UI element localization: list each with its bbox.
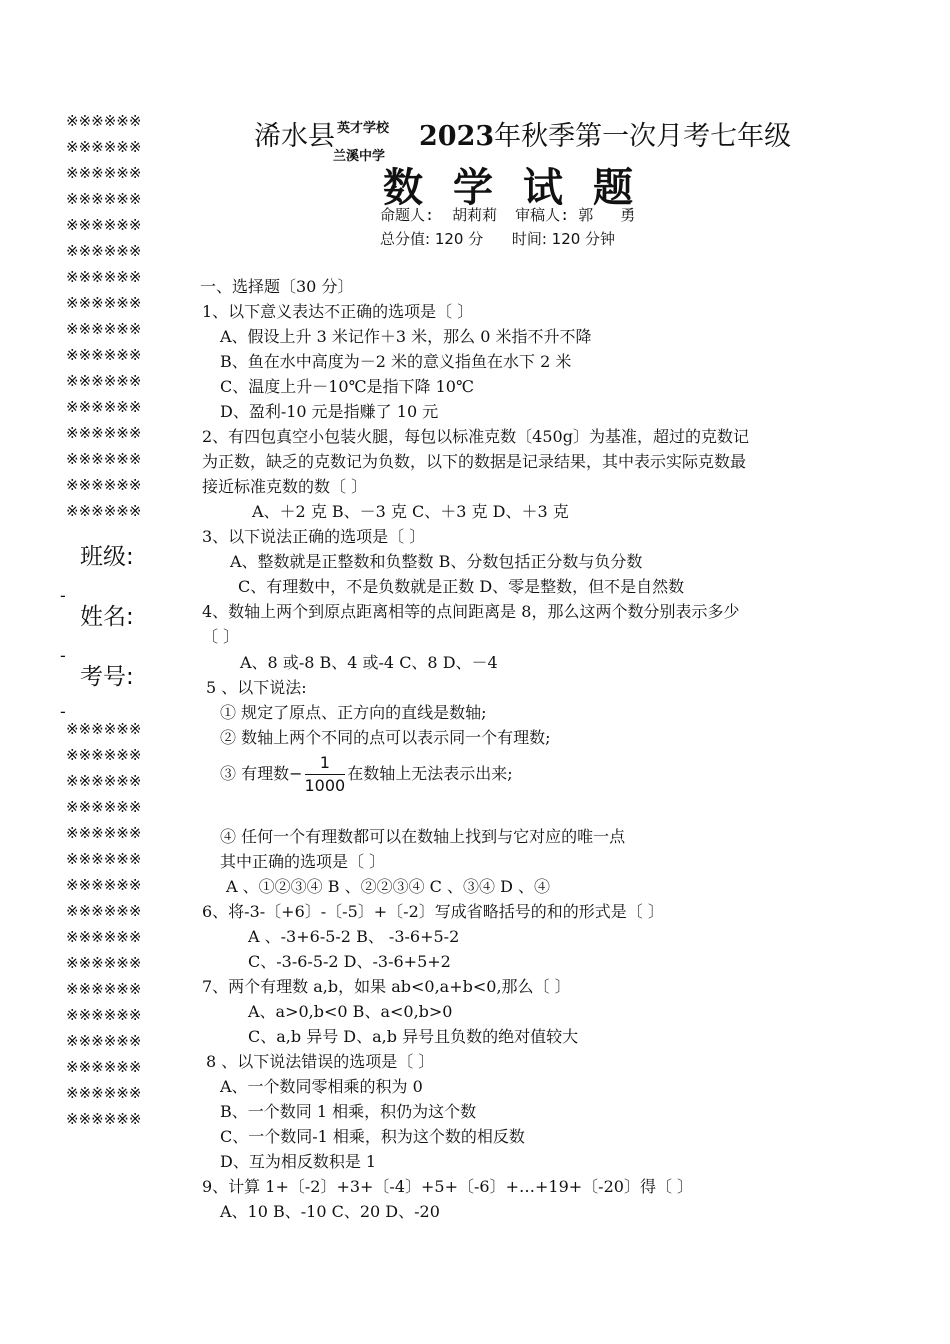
statement-5-3 xyxy=(220,752,513,797)
exam-title-rest: 年秋季第一次月考七年级 xyxy=(494,121,792,152)
star-row: ※※※※※※ xyxy=(66,138,142,156)
question-4-line-1: 4、数轴上两个到原点距离相等的点间距离是 8，那么这两个数分别表示多少 xyxy=(202,602,740,621)
star-row: ※※※※※※ xyxy=(66,242,142,260)
star-row: ※※※※※※ xyxy=(66,980,142,998)
class-label: 班级: xyxy=(80,544,134,570)
question-5-options: A 、①②③④ B 、②②③④ C 、③④ D 、④ xyxy=(226,877,550,896)
star-border-top xyxy=(66,108,141,524)
exam-title-line xyxy=(254,114,792,164)
question-2-line-2: 为正数，缺乏的克数记为负数，以下的数据是记录结果，其中表示实际克数最 xyxy=(202,452,747,471)
star-row: ※※※※※※ xyxy=(66,850,142,868)
star-row: ※※※※※※ xyxy=(66,320,142,338)
star-row: ※※※※※※ xyxy=(66,190,142,208)
star-row: ※※※※※※ xyxy=(66,798,142,816)
star-row: ※※※※※※ xyxy=(66,424,142,442)
fill-line: - xyxy=(60,702,66,721)
star-row: ※※※※※※ xyxy=(66,1084,142,1102)
exam-year: 2023 xyxy=(419,121,495,152)
star-row: ※※※※※※ xyxy=(66,876,142,894)
star-row: ※※※※※※ xyxy=(66,476,142,494)
subject-title: 数学试题 xyxy=(383,165,663,211)
question-6-options-cd: C、-3-6-5-2 D、-3-6+5+2 xyxy=(248,952,451,971)
question-2-options: A、＋2 克 B、－3 克 C、＋3 克 D、＋3 克 xyxy=(252,502,569,521)
question-6: 6、将-3-〔+6〕-〔-5〕+〔-2〕写成省略括号的和的形式是〔 〕 xyxy=(202,902,664,921)
option-1a: A、假设上升 3 米记作＋3 米，那么 0 米指不升不降 xyxy=(220,327,592,346)
star-row: ※※※※※※ xyxy=(66,268,142,286)
question-7-options-ab: A、a>0,b<0 B、a<0,b>0 xyxy=(248,1002,453,1021)
question-2-line-3: 接近标准克数的数〔 〕 xyxy=(202,477,368,496)
question-4-line-2: 〔 〕 xyxy=(202,627,240,646)
question-4-options: A、8 或-8 B、4 或-4 C、8 D、－4 xyxy=(240,653,498,672)
question-9: 9、计算 1+〔-2〕+3+〔-4〕+5+〔-6〕+…+19+〔-20〕得〔 〕 xyxy=(202,1177,694,1196)
option-8c: C、一个数同-1 相乘，积为这个数的相反数 xyxy=(220,1127,525,1146)
question-3-options-ab: A、整数就是正整数和负整数 B、分数包括正分数与负分数 xyxy=(230,552,643,571)
statement-5-3-suffix: 在数轴上无法表示出来; xyxy=(347,764,513,783)
option-8d: D、互为相反数积是 1 xyxy=(220,1152,377,1171)
setter-line: 命题人: 胡莉莉 审稿人: 郭 勇 xyxy=(380,206,636,224)
star-row: ※※※※※※ xyxy=(66,746,142,764)
question-6-options-ab: A 、-3+6-5-2 B、 -3-6+5-2 xyxy=(248,927,460,946)
question-7: 7、两个有理数 a,b，如果 ab<0,a+b<0,那么〔 〕 xyxy=(202,977,571,996)
star-row: ※※※※※※ xyxy=(66,398,142,416)
star-row: ※※※※※※ xyxy=(66,346,142,364)
star-row: ※※※※※※ xyxy=(66,1110,142,1128)
minus-sign: − xyxy=(289,764,303,783)
option-8a: A、一个数同零相乘的积为 0 xyxy=(220,1077,423,1096)
star-row: ※※※※※※ xyxy=(66,1032,142,1050)
question-2-line-1: 2、有四包真空小包装火腿，每包以标准克数〔450g〕为基准，超过的克数记 xyxy=(202,427,749,446)
question-3-options-cd: C、有理数中，不是负数就是正数 D、零是整数，但不是自然数 xyxy=(238,577,685,596)
statement-5-2: ② 数轴上两个不同的点可以表示同一个有理数; xyxy=(220,728,551,747)
fill-line: - xyxy=(60,646,66,665)
star-row: ※※※※※※ xyxy=(66,502,142,520)
school-top: 英才学校 xyxy=(337,121,390,136)
question-7-options-cd: C、a,b 异号 D、a,b 异号且负数的绝对值较大 xyxy=(248,1027,579,1046)
question-3: 3、以下说法正确的选项是〔 〕 xyxy=(202,527,426,546)
score-time-line: 总分值: 120 分 时间: 120 分钟 xyxy=(380,230,616,248)
statement-5-1: ① 规定了原点、正方向的直线是数轴; xyxy=(220,703,487,722)
star-row: ※※※※※※ xyxy=(66,902,142,920)
option-1d: D、盈利-10 元是指赚了 10 元 xyxy=(220,402,439,421)
star-row: ※※※※※※ xyxy=(66,824,142,842)
fraction-numerator: 1 xyxy=(305,752,346,775)
star-row: ※※※※※※ xyxy=(66,1006,142,1024)
question-8: 8 、以下说法错误的选项是〔 〕 xyxy=(206,1052,435,1071)
school-names xyxy=(333,121,419,164)
option-1c: C、温度上升－10℃是指下降 10℃ xyxy=(220,377,474,396)
name-label: 姓名: xyxy=(80,604,134,630)
star-row: ※※※※※※ xyxy=(66,450,142,468)
star-row: ※※※※※※ xyxy=(66,216,142,234)
star-row: ※※※※※※ xyxy=(66,164,142,182)
question-1: 1、以下意义表达不正确的选项是〔 〕 xyxy=(202,302,474,321)
number-label: 考号: xyxy=(80,664,134,690)
star-row: ※※※※※※ xyxy=(66,1058,142,1076)
county-name: 浠水县 xyxy=(254,121,335,152)
star-row: ※※※※※※ xyxy=(66,720,142,738)
school-bottom: 兰溪中学 xyxy=(333,149,386,164)
statement-5-3-prefix: ③ 有理数 xyxy=(220,764,290,783)
question-5-which: 其中正确的选项是〔 〕 xyxy=(220,852,386,871)
fill-line: - xyxy=(60,586,66,605)
star-row: ※※※※※※ xyxy=(66,372,142,390)
question-9-options: A、10 B、-10 C、20 D、-20 xyxy=(220,1202,440,1221)
star-row: ※※※※※※ xyxy=(66,772,142,790)
star-row: ※※※※※※ xyxy=(66,928,142,946)
fraction xyxy=(305,752,346,797)
star-border-bottom xyxy=(66,716,141,1132)
fraction-denominator: 1000 xyxy=(304,776,346,795)
option-1b: B、鱼在水中高度为－2 米的意义指鱼在水下 2 米 xyxy=(220,352,572,371)
star-row: ※※※※※※ xyxy=(66,954,142,972)
star-row: ※※※※※※ xyxy=(66,112,142,130)
option-8b: B、一个数同 1 相乘，积仍为这个数 xyxy=(220,1102,477,1121)
section-heading: 一、选择题〔30 分〕 xyxy=(200,277,354,296)
question-5: 5 、以下说法: xyxy=(206,678,307,697)
statement-5-4: ④ 任何一个有理数都可以在数轴上找到与它对应的唯一点 xyxy=(220,827,626,846)
star-row: ※※※※※※ xyxy=(66,294,142,312)
